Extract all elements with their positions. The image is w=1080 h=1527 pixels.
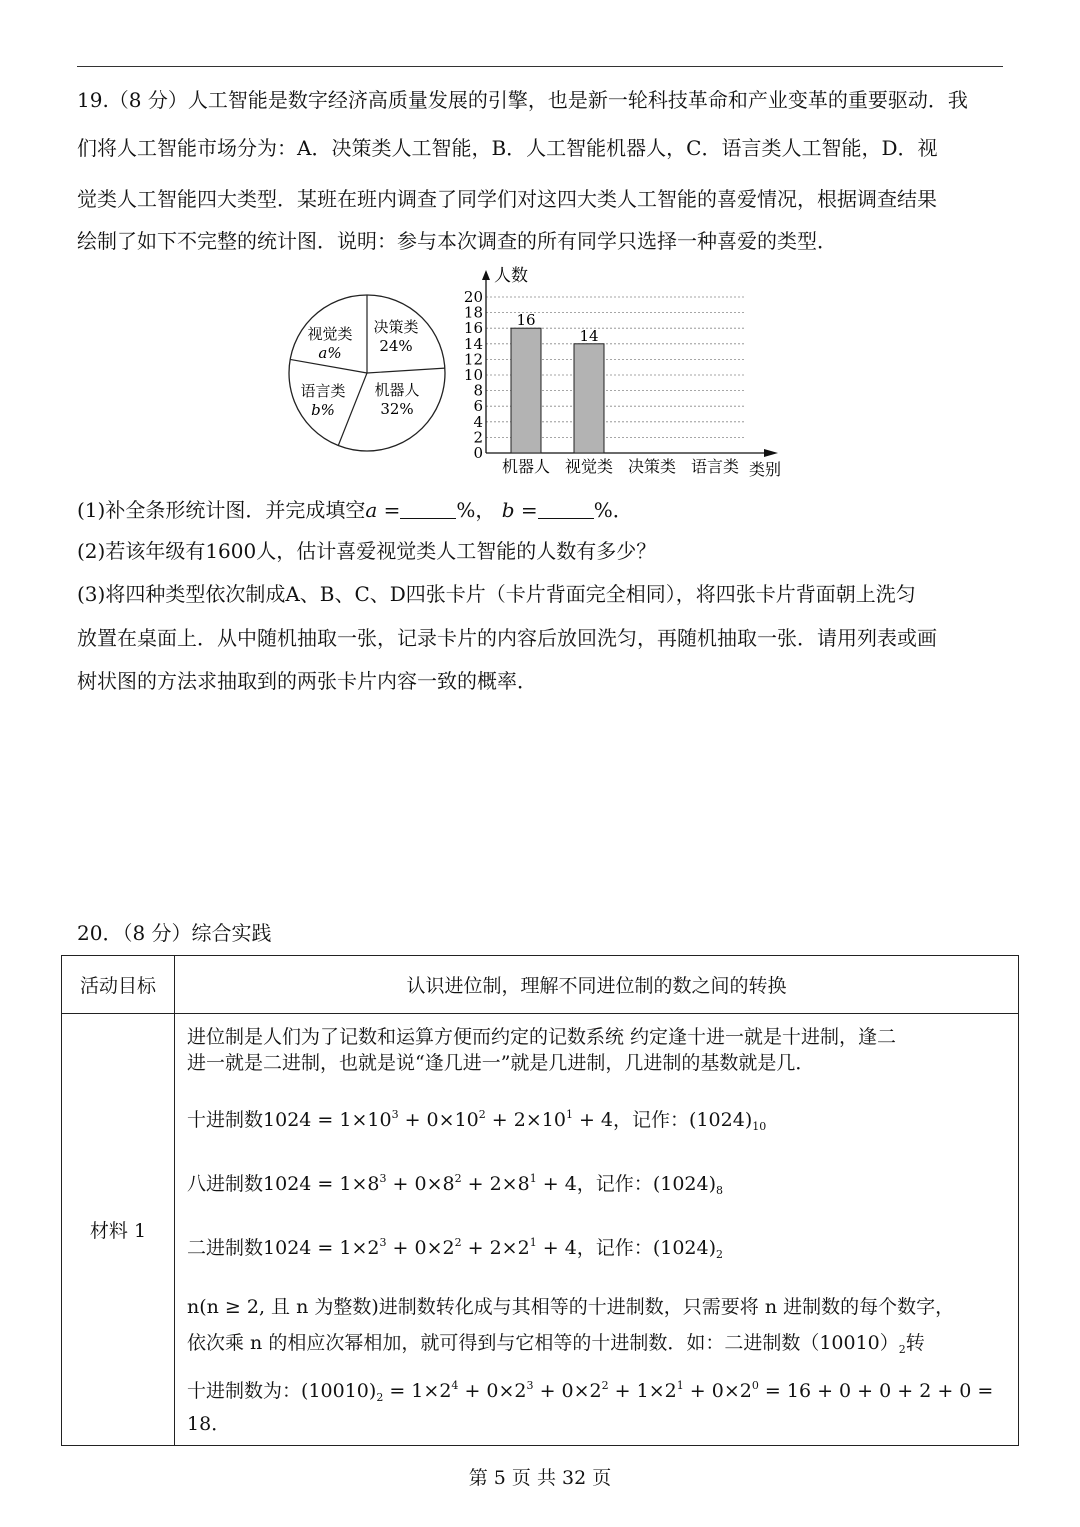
x-category-label: 语言类: [690, 457, 740, 476]
y-tick-label: 0: [473, 444, 483, 462]
q19-text-line-4: 绘制了如下不完整的统计图．说明：参与本次调查的所有同学只选择一种喜爱的类型．: [77, 229, 837, 253]
top-rule: [77, 66, 1003, 67]
octal-formula: 八进制数$1024 = 1\times 8^3 + 0\times 8^2 + 2\times 8^1 + 4$，记作：$(1024)_8$: [187, 1172, 724, 1197]
q19-sub1-mid: %，: [456, 498, 496, 522]
y-axis-title: 人数: [494, 266, 528, 286]
blank-a[interactable]: [400, 500, 456, 519]
bar-data-label: 16: [516, 311, 536, 330]
material-line-rule-1: n(n ≥ 2, 且 n 为整数)进制数转化成与其相等的十进制数，只需要将 n 进制数的每个数字，: [187, 1296, 955, 1318]
q19-text-line-2: 们将人工智能市场分为：A．决策类人工智能，B．人工智能机器人，C．语言类人工智能，D．视: [77, 136, 938, 160]
q19-text-line-1: 19.（8 分）人工智能是数字经济高质量发展的引擎，也是新一轮科技革命和产业变革的重要驱动．我: [77, 88, 968, 112]
binary-formula: 二进制数$1024 = 1\times 2^3 + 0\times 2^2 + 2\times 2^1 + 4$，记作：$(1024)_2$: [187, 1236, 724, 1261]
y-tick-label: 14: [463, 334, 483, 353]
pie-slice-label: 决策类: [373, 318, 419, 336]
pie-slice-value: a%: [318, 344, 342, 362]
pie-slice-label: 机器人: [374, 381, 420, 399]
bar-data-label: 14: [579, 326, 599, 345]
pie-slice-value: 24%: [379, 337, 413, 355]
binary-example-formula: 十进制数为：$(10010)_2 = 1\times 2^4 + 0\times 2^3 + 0\times 2^2 + 1\times 2^1 + 0\times 2^0 = 16 + 0 + 0 + 2 + 0 = 18$．: [187, 1379, 994, 1435]
y-tick-label: 4: [473, 412, 483, 431]
q19-sub3-line-3: 树状图的方法求抽取到的两张卡片内容一致的概率．: [77, 669, 537, 693]
y-axis-arrow: [482, 270, 490, 280]
material-label: 材料 1: [62, 1014, 175, 1446]
y-tick-label: 18: [463, 303, 483, 322]
q19-sub3-line-2: 放置在桌面上．从中随机抽取一张，记录卡片的内容后放回洗匀，再随机抽取一张．请用列表或画: [77, 626, 937, 650]
bar-视觉类: [574, 344, 604, 453]
q19-sub1-a: a =: [365, 498, 401, 522]
goal-label: 活动目标: [62, 956, 175, 1014]
y-tick-label: 6: [473, 397, 483, 416]
pie-slice-value: b%: [311, 401, 335, 419]
x-category-label: 决策类: [627, 457, 677, 476]
q19-sub1-end: %．: [593, 498, 633, 522]
material-line-rule-2: 依次乘 n 的相应次幂相加，就可得到与它相等的十进制数．如：二进制数$(10010)_2$转: [187, 1332, 925, 1356]
q19-sub1-b: b =: [501, 498, 538, 522]
x-axis-title: 类别: [749, 460, 782, 479]
q20-title: 20．（8 分）综合实践: [77, 921, 272, 945]
decimal-formula: 十进制数$1024 = 1\times 10^3 + 0\times 10^2 + 2\times 10^1 + 4$，记作：$(1024)_{10}$: [187, 1108, 767, 1133]
q19-text-line-3: 觉类人工智能四大类型．某班在班内调查了同学们对这四大类人工智能的喜爱情况，根据调查结果: [77, 187, 937, 211]
pie-chart: [286, 292, 448, 454]
blank-b[interactable]: [538, 500, 594, 519]
material-content: [175, 1014, 1019, 1446]
q19-sub1: [77, 497, 1007, 523]
y-tick-label: 16: [463, 319, 483, 338]
y-tick-label: 20: [463, 288, 483, 306]
material-line-2: 进一就是二进制，也就是说“逢几进一”就是几进制，几进制的基数就是几．: [187, 1052, 815, 1074]
q19-sub3-line-1: (3)将四种类型依次制成A、B、C、D四张卡片（卡片背面完全相同），将四张卡片背面朝上洗匀: [77, 582, 916, 606]
x-category-label: 机器人: [501, 457, 551, 476]
y-tick-label: 10: [463, 366, 483, 384]
pie-slice-label: 视觉类: [307, 325, 353, 343]
x-category-label: 视觉类: [564, 457, 614, 476]
q19-sub2: (2)若该年级有1600人，估计喜爱视觉类人工智能的人数有多少？: [77, 539, 657, 563]
y-tick-label: 12: [463, 350, 483, 369]
goal-text: 认识进位制，理解不同进位制的数之间的转换: [175, 956, 1019, 1014]
x-axis-arrow: [764, 449, 778, 457]
material-line-1: 进位制是人们为了记数和运算方便而约定的记数系统 约定逢十进一就是十进制，逢二: [187, 1026, 897, 1048]
page-footer: 第 5 页 共 32 页: [468, 1467, 612, 1489]
pie-slice-label: 语言类: [300, 382, 346, 400]
y-tick-label: 8: [473, 381, 483, 400]
pie-slice-value: 32%: [380, 400, 414, 418]
bar-chart: [456, 260, 796, 485]
q19-sub1-prefix: (1)补全条形统计图．并完成填空: [77, 498, 366, 522]
y-tick-label: 2: [473, 428, 483, 447]
activity-table: [61, 955, 1019, 1446]
bar-机器人: [511, 328, 541, 453]
